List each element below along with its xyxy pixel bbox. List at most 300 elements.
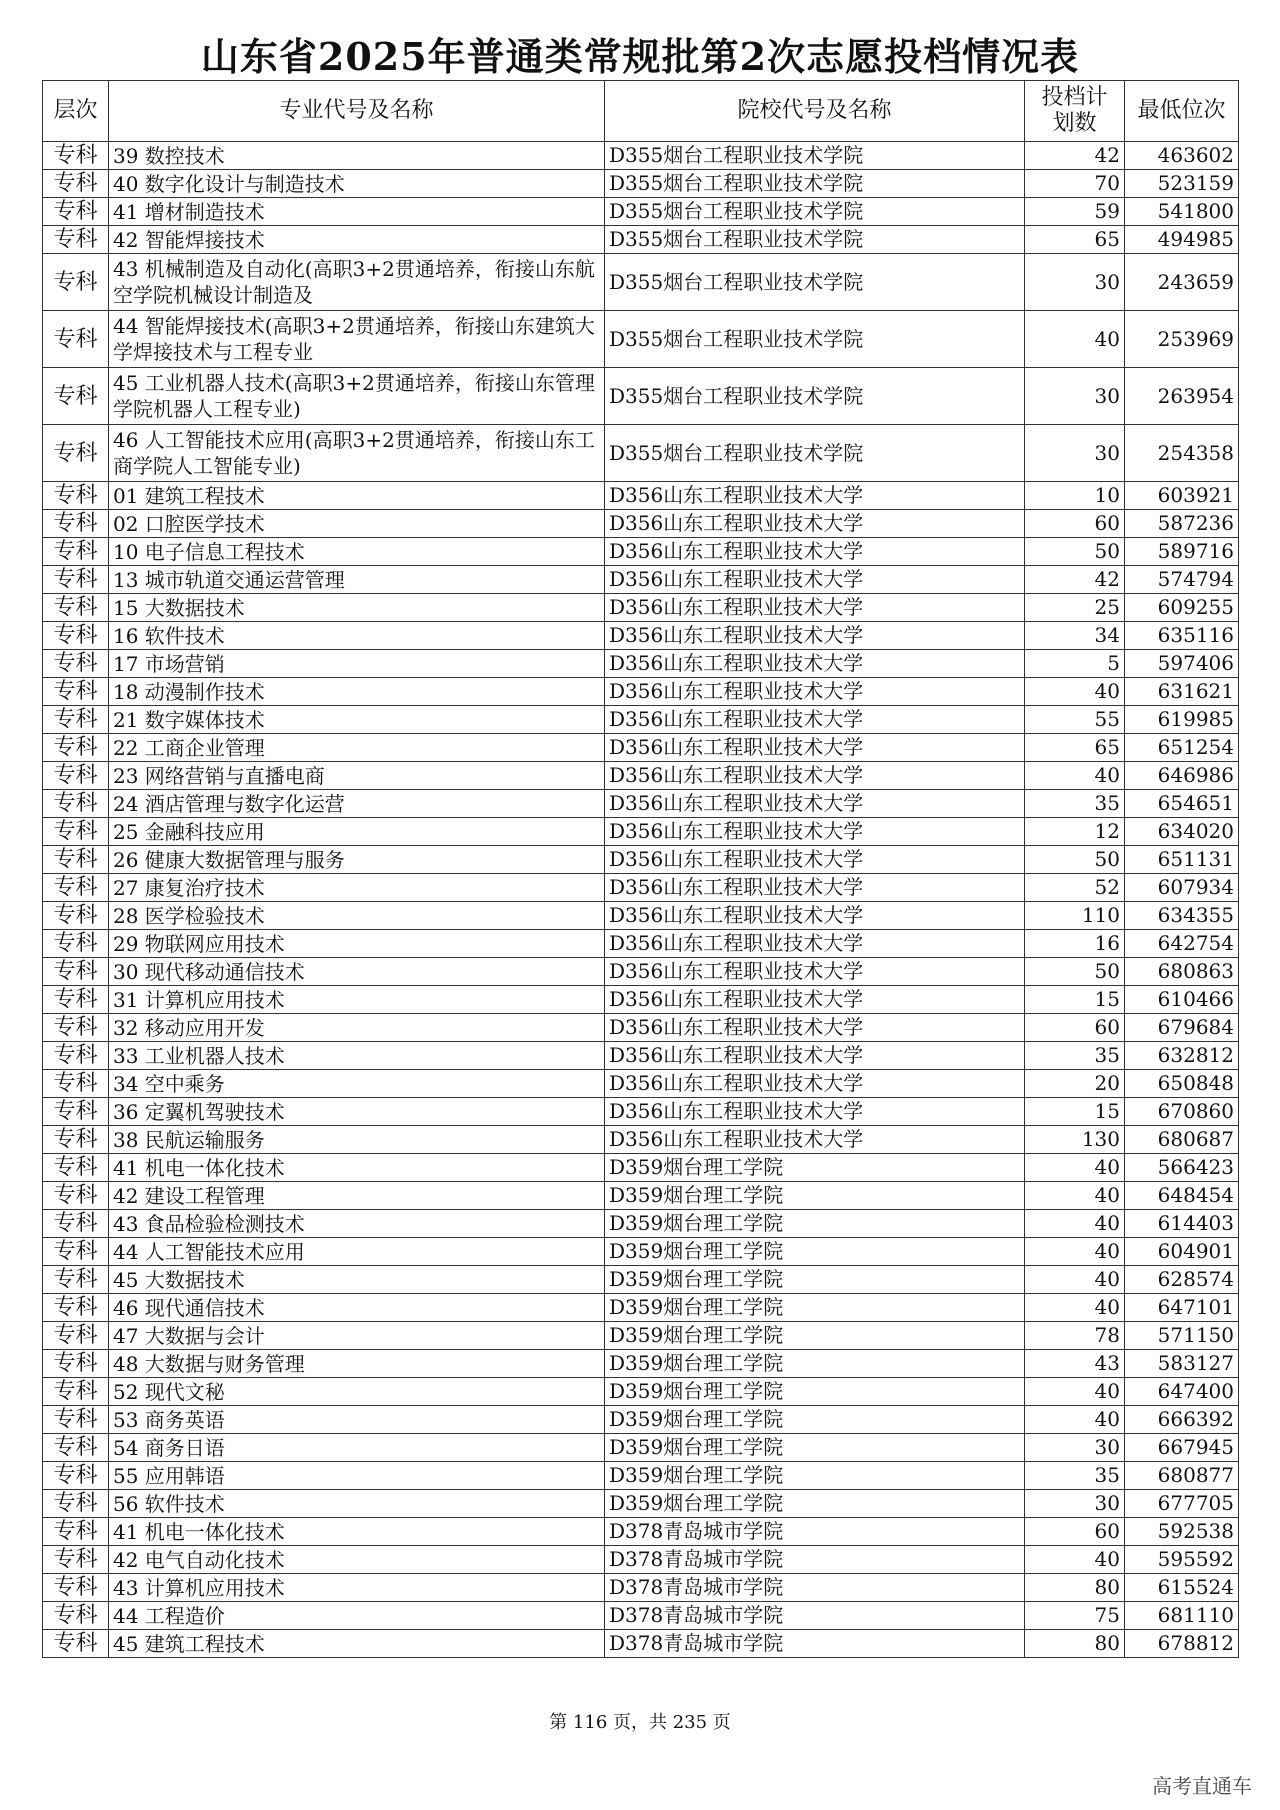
table-row [43, 1182, 1239, 1210]
major-text: 34 空中乘务 [113, 1071, 225, 1096]
table-row [43, 482, 1239, 510]
cell-school: D355烟台工程职业技术学院 [605, 170, 1025, 198]
cell-major [109, 368, 605, 425]
cell-major [109, 1126, 605, 1154]
cell-plan: 35 [1025, 1042, 1125, 1070]
major-text: 45 工业机器人技术(高职3+2贯通培养，衔接山东管理学院机器人工程专业) [113, 371, 595, 421]
cell-major [109, 1098, 605, 1126]
cell-school: D356山东工程职业技术大学 [605, 734, 1025, 762]
table-row [43, 1406, 1239, 1434]
cell-major [109, 818, 605, 846]
cell-level: 专科 [43, 226, 109, 254]
cell-plan: 60 [1025, 510, 1125, 538]
major-text: 56 软件技术 [113, 1491, 225, 1516]
table-row [43, 622, 1239, 650]
cell-school: D378青岛城市学院 [605, 1574, 1025, 1602]
cell-major [109, 650, 605, 678]
cell-level: 专科 [43, 1602, 109, 1630]
cell-min-rank: 541800 [1125, 198, 1239, 226]
table-row [43, 762, 1239, 790]
cell-level: 专科 [43, 142, 109, 170]
cell-school: D356山东工程职业技术大学 [605, 902, 1025, 930]
cell-min-rank: 463602 [1125, 142, 1239, 170]
cell-level: 专科 [43, 1434, 109, 1462]
major-text: 25 金融科技应用 [113, 819, 265, 844]
major-text: 36 定翼机驾驶技术 [113, 1099, 285, 1124]
cell-major [109, 930, 605, 958]
cell-school: D356山东工程职业技术大学 [605, 958, 1025, 986]
major-text: 43 食品检验检测技术 [113, 1211, 305, 1236]
major-text: 44 工程造价 [113, 1603, 225, 1628]
cell-major [109, 1350, 605, 1378]
cell-min-rank: 619985 [1125, 706, 1239, 734]
cell-school: D378青岛城市学院 [605, 1630, 1025, 1658]
cell-min-rank: 654651 [1125, 790, 1239, 818]
cell-school: D356山东工程职业技术大学 [605, 1042, 1025, 1070]
cell-plan: 50 [1025, 958, 1125, 986]
cell-major [109, 1014, 605, 1042]
cell-plan: 16 [1025, 930, 1125, 958]
cell-min-rank: 666392 [1125, 1406, 1239, 1434]
cell-major [109, 1294, 605, 1322]
cell-min-rank: 254358 [1125, 425, 1239, 482]
cell-school: D356山东工程职业技术大学 [605, 538, 1025, 566]
table-row [43, 1266, 1239, 1294]
cell-school: D378青岛城市学院 [605, 1546, 1025, 1574]
cell-plan: 50 [1025, 846, 1125, 874]
table-row [43, 1602, 1239, 1630]
cell-plan: 42 [1025, 142, 1125, 170]
cell-level: 专科 [43, 1014, 109, 1042]
table-header-row [43, 81, 1239, 142]
cell-level: 专科 [43, 1098, 109, 1126]
cell-plan: 65 [1025, 734, 1125, 762]
cell-school: D359烟台理工学院 [605, 1238, 1025, 1266]
cell-min-rank: 635116 [1125, 622, 1239, 650]
table-body [43, 142, 1239, 1658]
cell-level: 专科 [43, 198, 109, 226]
table-row [43, 142, 1239, 170]
watermark: 高考直通车 [1152, 1774, 1252, 1798]
cell-major [109, 678, 605, 706]
major-text: 54 商务日语 [113, 1435, 225, 1460]
major-text: 46 人工智能技术应用(高职3+2贯通培养，衔接山东工商学院人工智能专业) [113, 428, 595, 478]
major-text: 39 数控技术 [113, 143, 225, 168]
cell-major [109, 1462, 605, 1490]
major-text: 23 网络营销与直播电商 [113, 763, 325, 788]
major-text: 40 数字化设计与制造技术 [113, 171, 345, 196]
table-row [43, 1042, 1239, 1070]
table-row [43, 846, 1239, 874]
cell-plan: 34 [1025, 622, 1125, 650]
cell-major [109, 1434, 605, 1462]
cell-min-rank: 253969 [1125, 311, 1239, 368]
table-row [43, 1490, 1239, 1518]
cell-major [109, 1490, 605, 1518]
table-row [43, 566, 1239, 594]
cell-major [109, 142, 605, 170]
cell-level: 专科 [43, 1126, 109, 1154]
table-row [43, 902, 1239, 930]
table-row [43, 790, 1239, 818]
major-text: 41 增材制造技术 [113, 199, 265, 224]
cell-level: 专科 [43, 1630, 109, 1658]
cell-plan: 30 [1025, 368, 1125, 425]
cell-level: 专科 [43, 874, 109, 902]
cell-min-rank: 680877 [1125, 1462, 1239, 1490]
cell-major [109, 622, 605, 650]
cell-major [109, 1630, 605, 1658]
cell-level: 专科 [43, 622, 109, 650]
cell-min-rank: 680863 [1125, 958, 1239, 986]
cell-level: 专科 [43, 1238, 109, 1266]
cell-major [109, 566, 605, 594]
cell-plan: 40 [1025, 1266, 1125, 1294]
cell-level: 专科 [43, 790, 109, 818]
cell-plan: 50 [1025, 538, 1125, 566]
cell-min-rank: 642754 [1125, 930, 1239, 958]
cell-level: 专科 [43, 1350, 109, 1378]
cell-min-rank: 587236 [1125, 510, 1239, 538]
major-text: 22 工商企业管理 [113, 735, 265, 760]
cell-major [109, 170, 605, 198]
major-text: 42 电气自动化技术 [113, 1547, 285, 1572]
cell-major [109, 198, 605, 226]
table-row [43, 170, 1239, 198]
cell-major [109, 538, 605, 566]
table-row [43, 1210, 1239, 1238]
major-text: 31 计算机应用技术 [113, 987, 285, 1012]
cell-min-rank: 647101 [1125, 1294, 1239, 1322]
cell-major [109, 1154, 605, 1182]
cell-major [109, 1378, 605, 1406]
major-text: 17 市场营销 [113, 651, 225, 676]
cell-school: D359烟台理工学院 [605, 1210, 1025, 1238]
major-text: 44 人工智能技术应用 [113, 1239, 305, 1264]
cell-school: D356山东工程职业技术大学 [605, 678, 1025, 706]
cell-school: D359烟台理工学院 [605, 1350, 1025, 1378]
major-text: 21 数字媒体技术 [113, 707, 265, 732]
cell-min-rank: 670860 [1125, 1098, 1239, 1126]
cell-school: D355烟台工程职业技术学院 [605, 425, 1025, 482]
major-text: 53 商务英语 [113, 1407, 225, 1432]
major-text: 01 建筑工程技术 [113, 483, 265, 508]
cell-min-rank: 651254 [1125, 734, 1239, 762]
cell-min-rank: 263954 [1125, 368, 1239, 425]
cell-major [109, 902, 605, 930]
cell-level: 专科 [43, 510, 109, 538]
table-row [43, 1630, 1239, 1658]
table-row [43, 930, 1239, 958]
table-row [43, 1238, 1239, 1266]
table-row [43, 1434, 1239, 1462]
cell-school: D378青岛城市学院 [605, 1518, 1025, 1546]
major-text: 52 现代文秘 [113, 1379, 225, 1404]
cell-major [109, 1546, 605, 1574]
cell-school: D356山东工程职业技术大学 [605, 1070, 1025, 1098]
cell-school: D359烟台理工学院 [605, 1490, 1025, 1518]
cell-plan: 42 [1025, 566, 1125, 594]
cell-school: D356山东工程职业技术大学 [605, 510, 1025, 538]
cell-min-rank: 604901 [1125, 1238, 1239, 1266]
cell-min-rank: 647400 [1125, 1378, 1239, 1406]
cell-min-rank: 592538 [1125, 1518, 1239, 1546]
cell-major [109, 1602, 605, 1630]
header-plan-line1: 投档计 [1041, 85, 1108, 110]
cell-min-rank: 648454 [1125, 1182, 1239, 1210]
table-row [43, 510, 1239, 538]
header-major: 专业代号及名称 [109, 81, 605, 142]
table-row [43, 1574, 1239, 1602]
cell-min-rank: 615524 [1125, 1574, 1239, 1602]
cell-plan: 55 [1025, 706, 1125, 734]
cell-level: 专科 [43, 1322, 109, 1350]
cell-min-rank: 678812 [1125, 1630, 1239, 1658]
cell-school: D356山东工程职业技术大学 [605, 566, 1025, 594]
cell-school: D356山东工程职业技术大学 [605, 762, 1025, 790]
cell-min-rank: 583127 [1125, 1350, 1239, 1378]
cell-min-rank: 610466 [1125, 986, 1239, 1014]
cell-major [109, 1518, 605, 1546]
cell-major [109, 482, 605, 510]
cell-level: 专科 [43, 1294, 109, 1322]
cell-plan: 80 [1025, 1630, 1125, 1658]
table-row [43, 1462, 1239, 1490]
table-row [43, 734, 1239, 762]
major-text: 16 软件技术 [113, 623, 225, 648]
cell-level: 专科 [43, 368, 109, 425]
cell-major [109, 425, 605, 482]
table-row [43, 1350, 1239, 1378]
cell-major [109, 762, 605, 790]
cell-plan: 60 [1025, 1518, 1125, 1546]
table-row [43, 678, 1239, 706]
page-footer: 第 116 页，共 235 页 [549, 1712, 731, 1733]
cell-major [109, 1238, 605, 1266]
cell-level: 专科 [43, 1518, 109, 1546]
cell-school: D359烟台理工学院 [605, 1406, 1025, 1434]
table-row [43, 1322, 1239, 1350]
table-row [43, 1378, 1239, 1406]
major-text: 27 康复治疗技术 [113, 875, 265, 900]
cell-level: 专科 [43, 902, 109, 930]
major-text: 32 移动应用开发 [113, 1015, 265, 1040]
cell-school: D356山东工程职业技术大学 [605, 986, 1025, 1014]
cell-plan: 40 [1025, 1546, 1125, 1574]
header-plan [1025, 81, 1125, 142]
cell-level: 专科 [43, 254, 109, 311]
cell-major [109, 510, 605, 538]
header-level: 层次 [43, 81, 109, 142]
cell-plan: 40 [1025, 1154, 1125, 1182]
cell-min-rank: 609255 [1125, 594, 1239, 622]
cell-plan: 65 [1025, 226, 1125, 254]
cell-level: 专科 [43, 311, 109, 368]
major-text: 28 医学检验技术 [113, 903, 265, 928]
major-text: 29 物联网应用技术 [113, 931, 285, 956]
table-row [43, 1014, 1239, 1042]
cell-major [109, 1042, 605, 1070]
cell-level: 专科 [43, 425, 109, 482]
cell-min-rank: 603921 [1125, 482, 1239, 510]
cell-plan: 40 [1025, 1238, 1125, 1266]
cell-level: 专科 [43, 1042, 109, 1070]
major-text: 44 智能焊接技术(高职3+2贯通培养，衔接山东建筑大学焊接技术与工程专业 [113, 314, 595, 364]
cell-school: D356山东工程职业技术大学 [605, 1098, 1025, 1126]
cell-major [109, 706, 605, 734]
cell-school: D355烟台工程职业技术学院 [605, 311, 1025, 368]
cell-school: D355烟台工程职业技术学院 [605, 142, 1025, 170]
cell-plan: 70 [1025, 170, 1125, 198]
cell-min-rank: 494985 [1125, 226, 1239, 254]
cell-min-rank: 651131 [1125, 846, 1239, 874]
cell-school: D356山东工程职业技术大学 [605, 706, 1025, 734]
table-row [43, 986, 1239, 1014]
cell-level: 专科 [43, 958, 109, 986]
header-school: 院校代号及名称 [605, 81, 1025, 142]
cell-plan: 40 [1025, 1406, 1125, 1434]
table-row [43, 594, 1239, 622]
cell-level: 专科 [43, 930, 109, 958]
table-row [43, 1294, 1239, 1322]
header-min-rank: 最低位次 [1125, 81, 1239, 142]
cell-level: 专科 [43, 1462, 109, 1490]
cell-school: D359烟台理工学院 [605, 1434, 1025, 1462]
header-plan-line2: 划数 [1052, 111, 1097, 136]
cell-major [109, 958, 605, 986]
cell-level: 专科 [43, 594, 109, 622]
cell-school: D356山东工程职业技术大学 [605, 1126, 1025, 1154]
cell-school: D356山东工程职业技术大学 [605, 650, 1025, 678]
cell-min-rank: 628574 [1125, 1266, 1239, 1294]
cell-school: D355烟台工程职业技术学院 [605, 368, 1025, 425]
cell-school: D359烟台理工学院 [605, 1266, 1025, 1294]
cell-level: 专科 [43, 538, 109, 566]
cell-school: D356山东工程职业技术大学 [605, 930, 1025, 958]
table-row [43, 650, 1239, 678]
cell-level: 专科 [43, 650, 109, 678]
cell-min-rank: 589716 [1125, 538, 1239, 566]
cell-major [109, 311, 605, 368]
cell-min-rank: 523159 [1125, 170, 1239, 198]
cell-min-rank: 679684 [1125, 1014, 1239, 1042]
cell-plan: 130 [1025, 1126, 1125, 1154]
major-text: 24 酒店管理与数字化运营 [113, 791, 345, 816]
table-row [43, 226, 1239, 254]
cell-min-rank: 571150 [1125, 1322, 1239, 1350]
cell-major [109, 254, 605, 311]
cell-school: D359烟台理工学院 [605, 1154, 1025, 1182]
table-row [43, 706, 1239, 734]
cell-plan: 110 [1025, 902, 1125, 930]
cell-plan: 30 [1025, 425, 1125, 482]
major-text: 42 智能焊接技术 [113, 227, 265, 252]
cell-major [109, 1406, 605, 1434]
cell-plan: 40 [1025, 678, 1125, 706]
cell-min-rank: 574794 [1125, 566, 1239, 594]
cell-school: D356山东工程职业技术大学 [605, 482, 1025, 510]
cell-level: 专科 [43, 846, 109, 874]
cell-school: D356山东工程职业技术大学 [605, 874, 1025, 902]
major-text: 38 民航运输服务 [113, 1127, 265, 1152]
cell-level: 专科 [43, 1070, 109, 1098]
cell-level: 专科 [43, 170, 109, 198]
cell-level: 专科 [43, 1210, 109, 1238]
table-row [43, 1126, 1239, 1154]
cell-major [109, 226, 605, 254]
major-text: 18 动漫制作技术 [113, 679, 265, 704]
table-row [43, 425, 1239, 482]
cell-min-rank: 634355 [1125, 902, 1239, 930]
cell-min-rank: 667945 [1125, 1434, 1239, 1462]
cell-plan: 60 [1025, 1014, 1125, 1042]
major-text: 13 城市轨道交通运营管理 [113, 567, 345, 592]
cell-major [109, 1266, 605, 1294]
cell-level: 专科 [43, 482, 109, 510]
cell-plan: 40 [1025, 762, 1125, 790]
major-text: 43 机械制造及自动化(高职3+2贯通培养，衔接山东航空学院机械设计制造及 [113, 257, 595, 307]
cell-min-rank: 634020 [1125, 818, 1239, 846]
table-row [43, 254, 1239, 311]
cell-major [109, 874, 605, 902]
major-text: 55 应用韩语 [113, 1463, 225, 1488]
cell-plan: 59 [1025, 198, 1125, 226]
cell-school: D359烟台理工学院 [605, 1294, 1025, 1322]
cell-level: 专科 [43, 706, 109, 734]
major-text: 26 健康大数据管理与服务 [113, 847, 345, 872]
cell-major [109, 594, 605, 622]
cell-level: 专科 [43, 1266, 109, 1294]
cell-plan: 12 [1025, 818, 1125, 846]
cell-plan: 35 [1025, 1462, 1125, 1490]
cell-school: D356山东工程职业技术大学 [605, 1014, 1025, 1042]
table-row [43, 1154, 1239, 1182]
cell-plan: 30 [1025, 1490, 1125, 1518]
cell-plan: 40 [1025, 1378, 1125, 1406]
major-text: 30 现代移动通信技术 [113, 959, 305, 984]
cell-plan: 80 [1025, 1574, 1125, 1602]
cell-level: 专科 [43, 566, 109, 594]
cell-min-rank: 680687 [1125, 1126, 1239, 1154]
major-text: 41 机电一体化技术 [113, 1155, 285, 1180]
cell-plan: 78 [1025, 1322, 1125, 1350]
cell-plan: 30 [1025, 254, 1125, 311]
cell-min-rank: 632812 [1125, 1042, 1239, 1070]
cell-major [109, 1070, 605, 1098]
cell-school: D359烟台理工学院 [605, 1182, 1025, 1210]
cell-plan: 5 [1025, 650, 1125, 678]
table-row [43, 311, 1239, 368]
cell-level: 专科 [43, 678, 109, 706]
cell-plan: 52 [1025, 874, 1125, 902]
cell-major [109, 790, 605, 818]
page-title: 山东省2025年普通类常规批第2次志愿投档情况表 [200, 34, 1080, 79]
cell-min-rank: 681110 [1125, 1602, 1239, 1630]
cell-school: D356山东工程职业技术大学 [605, 594, 1025, 622]
cell-level: 专科 [43, 1182, 109, 1210]
cell-plan: 30 [1025, 1434, 1125, 1462]
cell-major [109, 846, 605, 874]
major-text: 42 建设工程管理 [113, 1183, 265, 1208]
cell-school: D356山东工程职业技术大学 [605, 846, 1025, 874]
cell-level: 专科 [43, 1406, 109, 1434]
table-row [43, 818, 1239, 846]
table-row [43, 538, 1239, 566]
cell-min-rank: 243659 [1125, 254, 1239, 311]
major-text: 48 大数据与财务管理 [113, 1351, 305, 1376]
cell-min-rank: 566423 [1125, 1154, 1239, 1182]
cell-school: D355烟台工程职业技术学院 [605, 254, 1025, 311]
